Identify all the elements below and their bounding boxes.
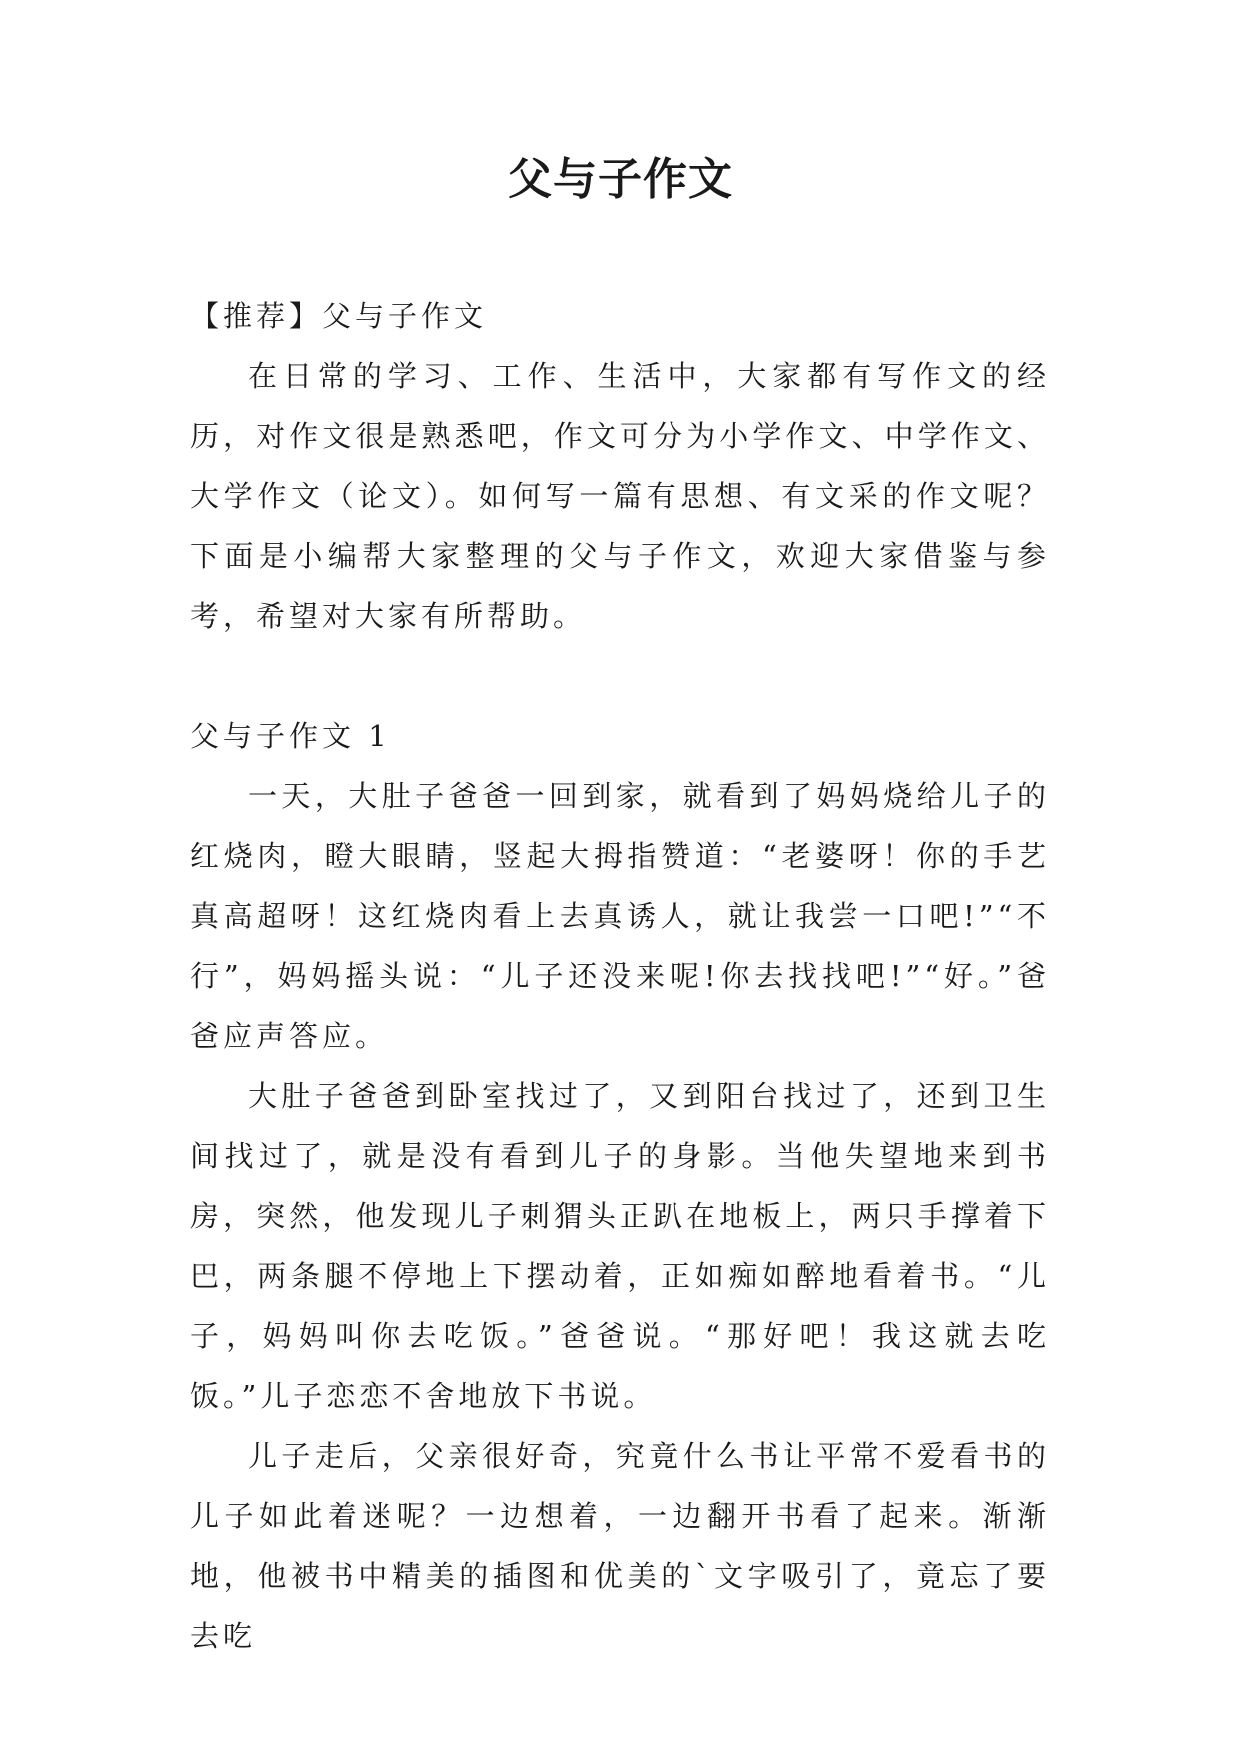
- section-gap: [190, 646, 1050, 706]
- page-title: 父与子作文: [508, 154, 733, 205]
- body-paragraph-2: 大肚子爸爸到卧室找过了，又到阳台找过了，还到卫生间找过了，就是没有看到儿子的身影。当他失望地来到书房，突然，他发现儿子刺猬头正趴在地板上，两只手撑着下巴，两条腿不停地上下摆动着，正如痴如醉地看着书。“儿子，妈妈叫你去吃饭。”爸爸说。“那好吧！我这就去吃饭。”儿子恋恋不舍地放下书说。: [190, 1079, 1050, 1413]
- intro-paragraph: 在日常的学习、工作、生活中，大家都有写作文的经历，对作文很是熟悉吧，作文可分为小学作文、中学作文、大学作文（论文）。如何写一篇有思想、有文采的作文呢？下面是小编帮大家整理的父与子作文，欢迎大家借鉴与参考，希望对大家有所帮助。: [190, 359, 1050, 633]
- body-paragraph-3: 儿子走后，父亲很好奇，究竟什么书让平常不爱看书的儿子如此着迷呢？一边想着，一边翻开书看了起来。渐渐地，他被书中精美的插图和优美的`文字吸引了，竟忘了要去吃: [190, 1439, 1050, 1653]
- intro-heading: 【推荐】父与子作文: [190, 299, 488, 333]
- section-heading: 父与子作文 1: [190, 719, 391, 753]
- body-paragraph-1: 一天，大肚子爸爸一回到家，就看到了妈妈烧给儿子的红烧肉，瞪大眼睛，竖起大拇指赞道：“老婆呀！你的手艺真高超呀！这红烧肉看上去真诱人，就让我尝一口吧!”“不行”，妈妈摇头说：“儿子还没来呢!你去找找吧!”“好。”爸爸应声答应。: [190, 779, 1050, 1053]
- document-body: [190, 286, 1050, 1666]
